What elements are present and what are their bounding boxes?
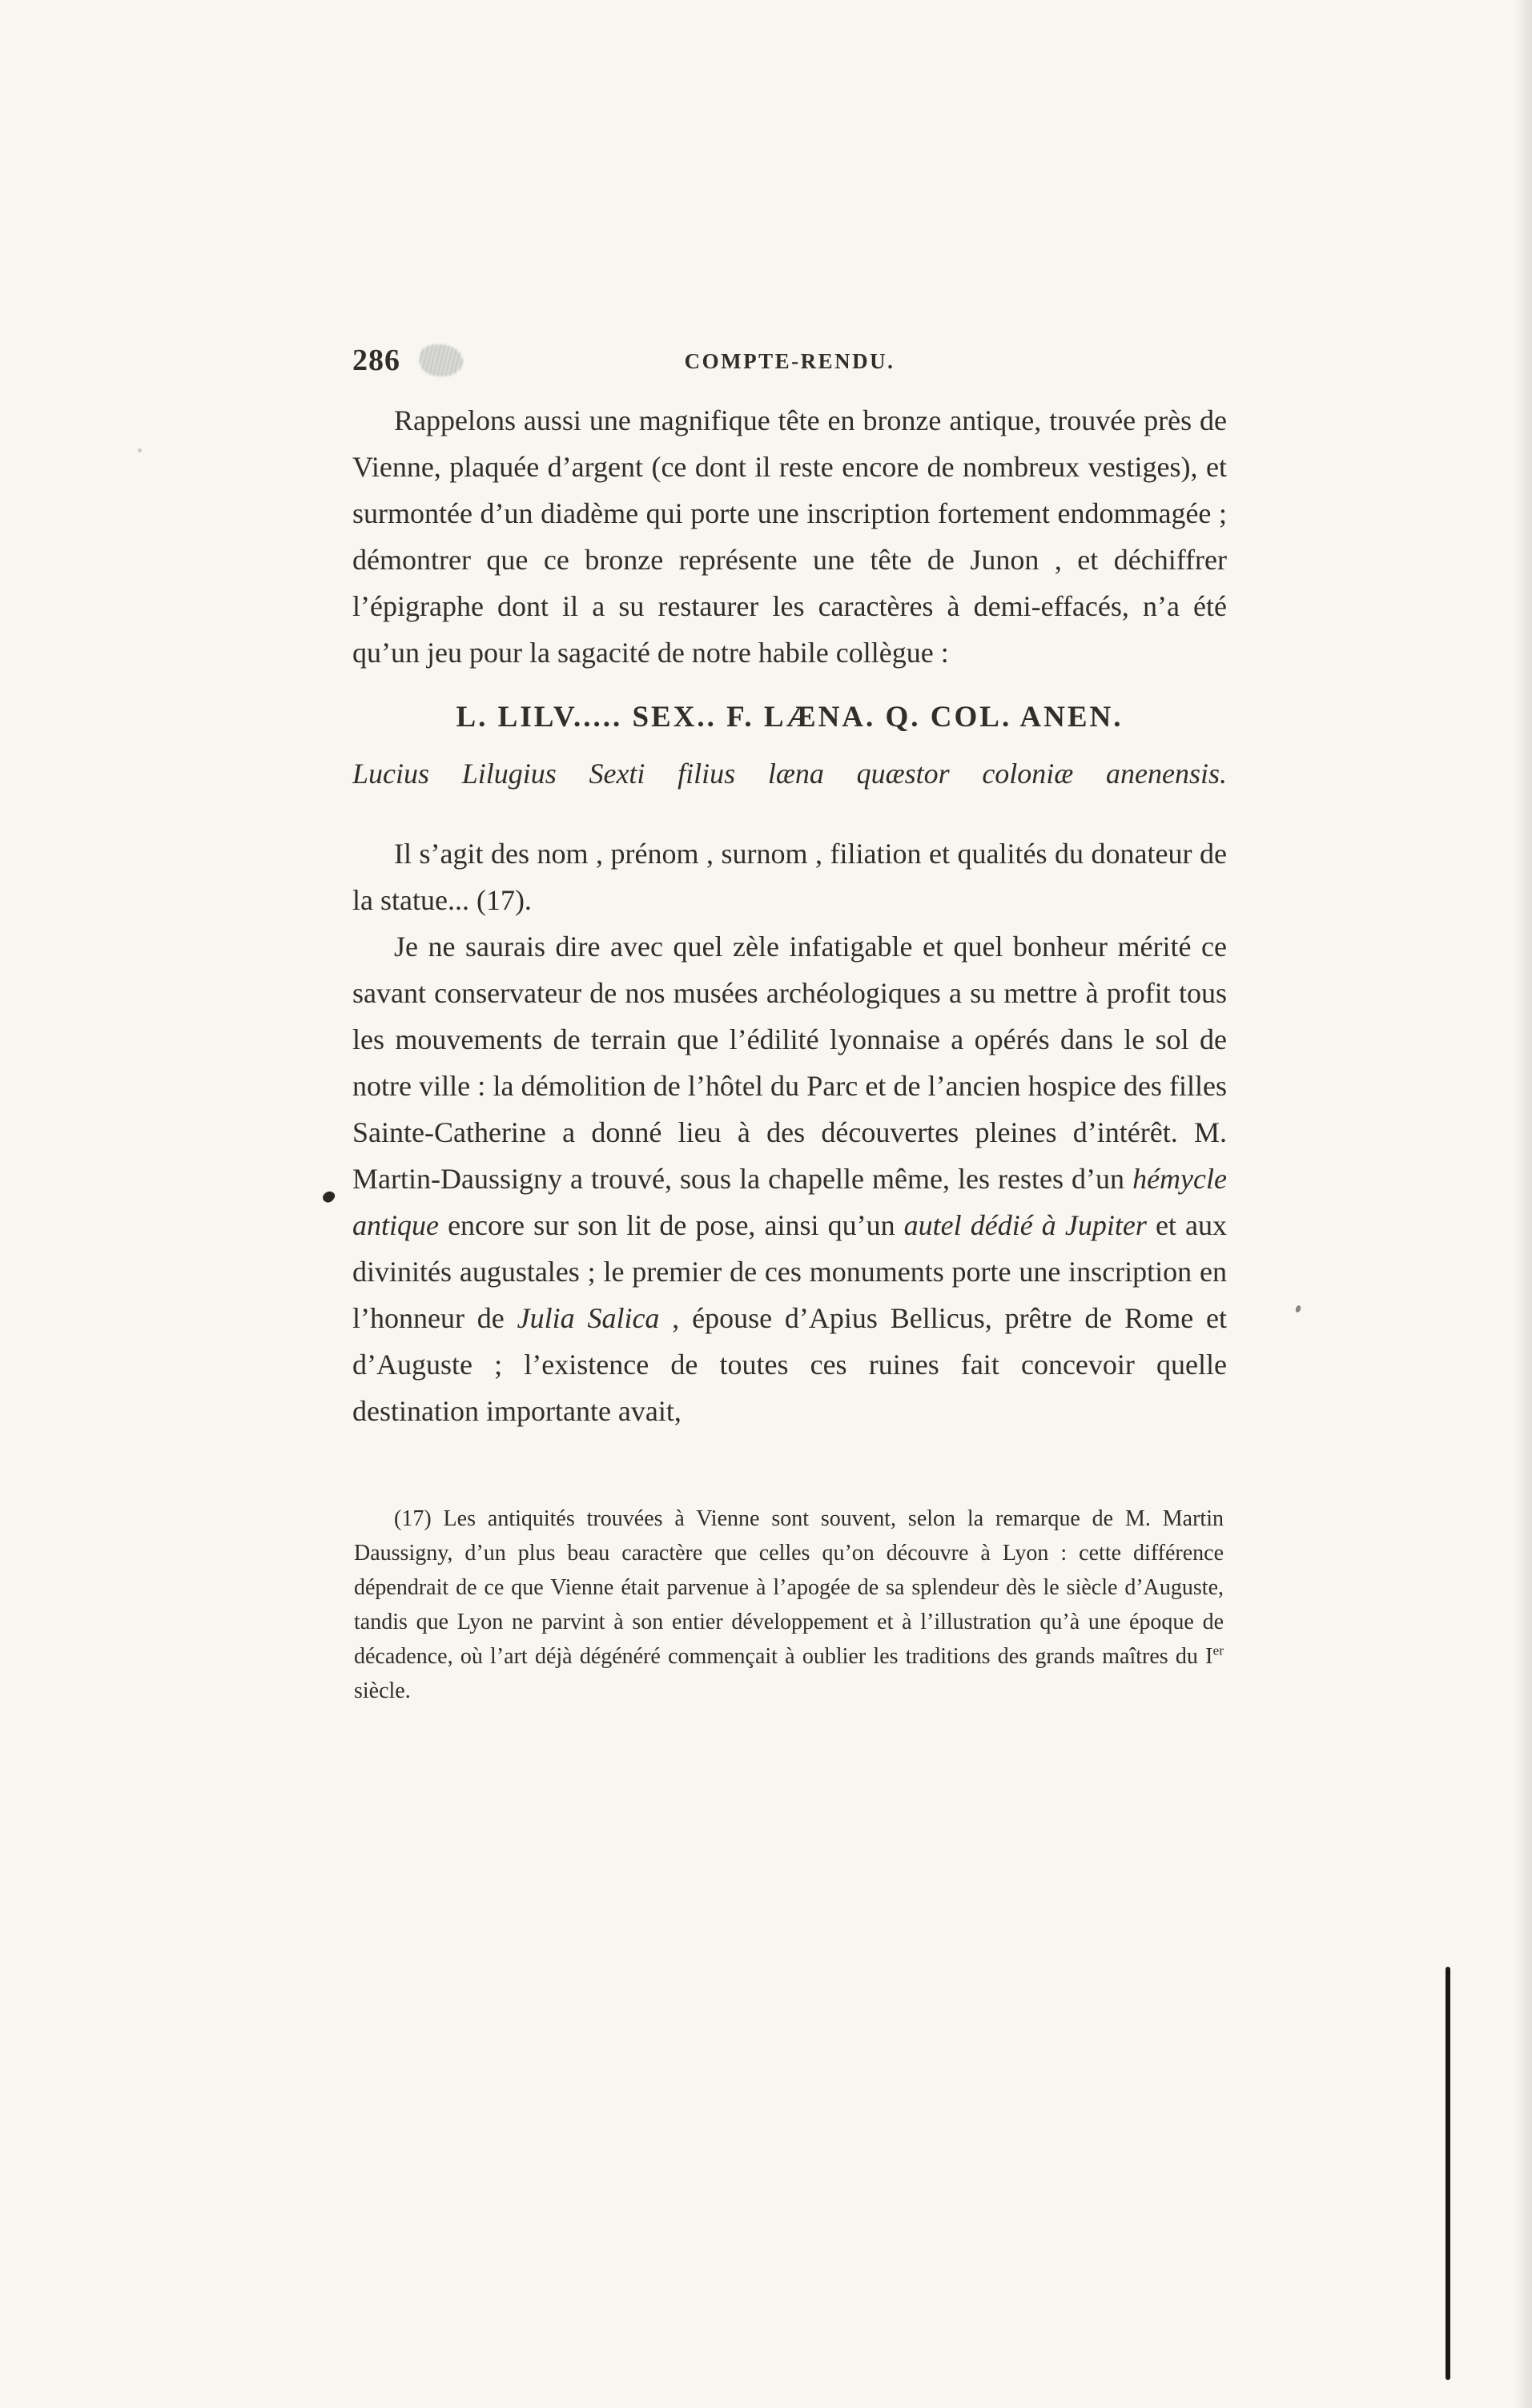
italic-term-autel-jupiter: autel dédié à Jupiter: [903, 1209, 1147, 1241]
paragraph-bronze-head: Rappelons aussi une magnifique tête en bronze antique, trouvée près de Vienne, plaquée d’argent (ce dont il reste encore de nombreux vestiges), et surmontée d’un diadème qui porte une inscription fortement endommagée ; démontrer que ce bronze représente une tête de Junon , et déchiffrer l’épigraphe dont il a su restaurer les caractères à demi-effacés, n’a été qu’un jeu pour la sagacité de notre habile collègue :: [352, 404, 1227, 669]
text-column: [352, 343, 1227, 1708]
footnote-text-segment: (17) Les antiquités trouvées à Vienne sont souvent, selon la remarque de M. Martin Daussigny, d’un plus beau caractère que celles qu’on découvre à Lyon : cette différence dépendrait de ce que Vienne était parvenue à l’apogée de sa splendeur dès le siècle d’Auguste, tandis que Lyon ne parvint à son entier développement et à l’illustration qu’à une époque de décadence, où l’art déjà dégénéré commençait à oublier les traditions des grands maîtres du I: [354, 1506, 1224, 1669]
scan-speck: [138, 448, 142, 452]
paragraph-text-segment: Je ne saurais dire avec quel zèle infatigable et quel bonheur mérité ce savant conservateur de nos musées archéologiques a su mettre à profit tous les mouvements de terrain que l’édilité lyonnaise a opérés dans le sol de notre ville : la démolition de l’hôtel du Parc et de l’ancien hospice des filles Sainte-Catherine a donné lieu à des découvertes pleines d’intérêt. M. Martin-Daussigny a trouvé, sous la chapelle même, les restes d’un: [352, 931, 1227, 1195]
footnote-17: [354, 1501, 1224, 1708]
page-header: [352, 343, 1227, 383]
running-header: COMPTE-RENDU.: [684, 349, 895, 373]
page-number: 286: [352, 344, 400, 377]
scan-speck: [1295, 1305, 1302, 1313]
latin-inscription-line: L. LILV..... SEX.. F. LÆNA. Q. COL. ANEN.: [456, 701, 1124, 734]
paragraph-text-segment: encore sur son lit de pose, ainsi qu’un: [438, 1209, 904, 1241]
scan-artifact-line: [1446, 1967, 1450, 2380]
latin-transcription-line: Lucius Lilugius Sexti filius læna quæstor coloniæ anenensis.: [352, 758, 1227, 790]
paragraph-daussigny-discoveries: [352, 923, 1227, 1434]
paragraph-text-segment: et aux divinités augustales ; le premier de ces monuments porte une inscription en l’honneur de: [352, 1209, 1227, 1334]
paragraph-text-segment: , épouse d’Apius Bellicus, prêtre de Rome et d’Auguste ; l’existence de toutes ces ruines fait concevoir quelle destination importante avait,: [352, 1302, 1228, 1427]
italic-term-julia-salica: Julia Salica: [517, 1302, 660, 1334]
paragraph-statue-donor: Il s’agit des nom , prénom , surnom , filiation et qualités du donateur de la statue... (17).: [352, 838, 1227, 916]
footnote-superscript-er: er: [1212, 1642, 1224, 1658]
ink-smudge: [420, 344, 463, 376]
italic-term-hemycle: hémycle antique: [352, 1163, 1227, 1241]
footnote-text-segment: siècle.: [354, 1678, 411, 1703]
margin-ink-dot: [321, 1189, 336, 1205]
